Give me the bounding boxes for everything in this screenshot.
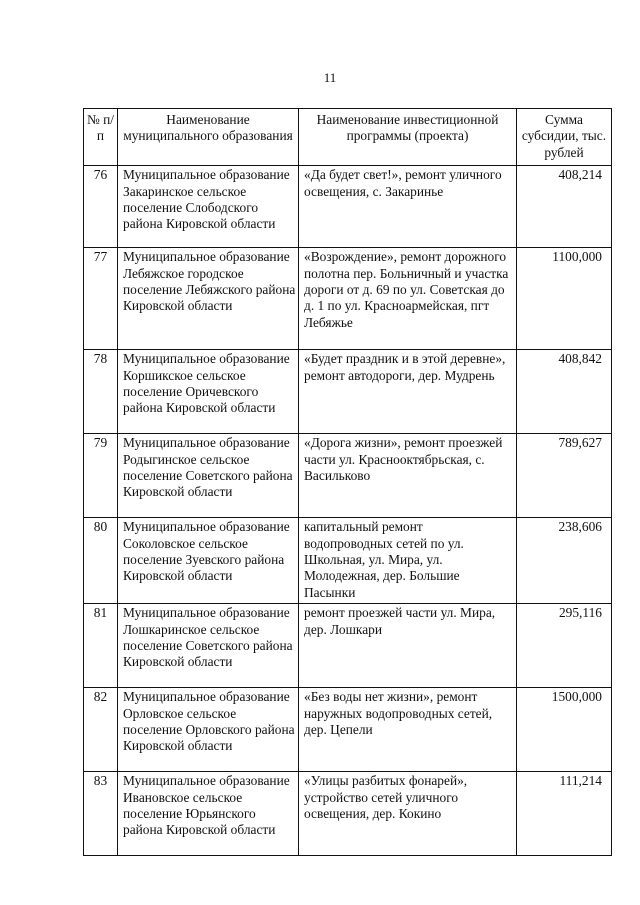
table-row [84, 166, 612, 248]
row-num: 76 [84, 166, 118, 248]
header-municipality: Наименование муниципального образования [118, 109, 299, 166]
row-num: 82 [84, 688, 118, 772]
row-sum: 111,214 [517, 772, 612, 856]
row-num: 79 [84, 434, 118, 518]
row-municipality: Муниципальное образование Лебяжское городское поселение Лебяжского района Кировской области [118, 248, 299, 350]
table-row [84, 604, 612, 688]
table-row [84, 434, 612, 518]
row-program: «Дорога жизни», ремонт проезжей части ул. Краснооктябрьская, с. Васильково [299, 434, 517, 518]
header-sum: Сумма субсидии, тыс. рублей [517, 109, 612, 166]
row-sum: 1100,000 [517, 248, 612, 350]
row-municipality: Муниципальное образование Орловское сельское поселение Орловского района Кировской области [118, 688, 299, 772]
row-municipality: Муниципальное образование Соколовское сельское поселение Зуевского района Кировской области [118, 518, 299, 604]
row-municipality: Муниципальное образование Коршикское сельское поселение Оричевского района Кировской области [118, 350, 299, 434]
row-sum: 238,606 [517, 518, 612, 604]
header-num: № п/п [84, 109, 118, 166]
row-num: 77 [84, 248, 118, 350]
row-num: 80 [84, 518, 118, 604]
table-header [84, 109, 612, 166]
row-municipality: Муниципальное образование Лошкаринское сельское поселение Советского района Кировской области [118, 604, 299, 688]
row-municipality: Муниципальное образование Ивановское сельское поселение Юрьянского района Кировской области [118, 772, 299, 856]
row-sum: 408,214 [517, 166, 612, 248]
table-row [84, 350, 612, 434]
table-row [84, 248, 612, 350]
row-program: ремонт проезжей части ул. Мира, дер. Лошкари [299, 604, 517, 688]
row-sum: 789,627 [517, 434, 612, 518]
row-municipality: Муниципальное образование Родыгинское сельское поселение Советского района Кировской области [118, 434, 299, 518]
row-program: «Без воды нет жизни», ремонт наружных водопроводных сетей, дер. Цепели [299, 688, 517, 772]
row-program: «Будет праздник и в этой деревне», ремонт автодороги, дер. Мудрень [299, 350, 517, 434]
row-program: «Улицы разбитых фонарей», устройство сетей уличного освещения, дер. Кокино [299, 772, 517, 856]
row-num: 78 [84, 350, 118, 434]
row-sum: 1500,000 [517, 688, 612, 772]
subsidy-table [83, 108, 612, 856]
row-program: капитальный ремонт водопроводных сетей по ул. Школьная, ул. Мира, ул. Молодежная, дер. Большие Пасынки [299, 518, 517, 604]
row-sum: 408,842 [517, 350, 612, 434]
row-sum: 295,116 [517, 604, 612, 688]
table-row [84, 772, 612, 856]
row-program: «Возрождение», ремонт дорожного полотна пер. Больничный и участка дороги от д. 69 по ул. Советская до д. 1 по ул. Красноармейская, пгт Лебяжье [299, 248, 517, 350]
row-num: 83 [84, 772, 118, 856]
page-number: 11 [323, 70, 337, 85]
table-row [84, 688, 612, 772]
table-row [84, 518, 612, 604]
row-program: «Да будет свет!», ремонт уличного освещения, с. Закаринье [299, 166, 517, 248]
header-program: Наименование инвестиционной программы (проекта) [299, 109, 517, 166]
row-municipality: Муниципальное образование Закаринское сельское поселение Слободского района Кировской области [118, 166, 299, 248]
row-num: 81 [84, 604, 118, 688]
